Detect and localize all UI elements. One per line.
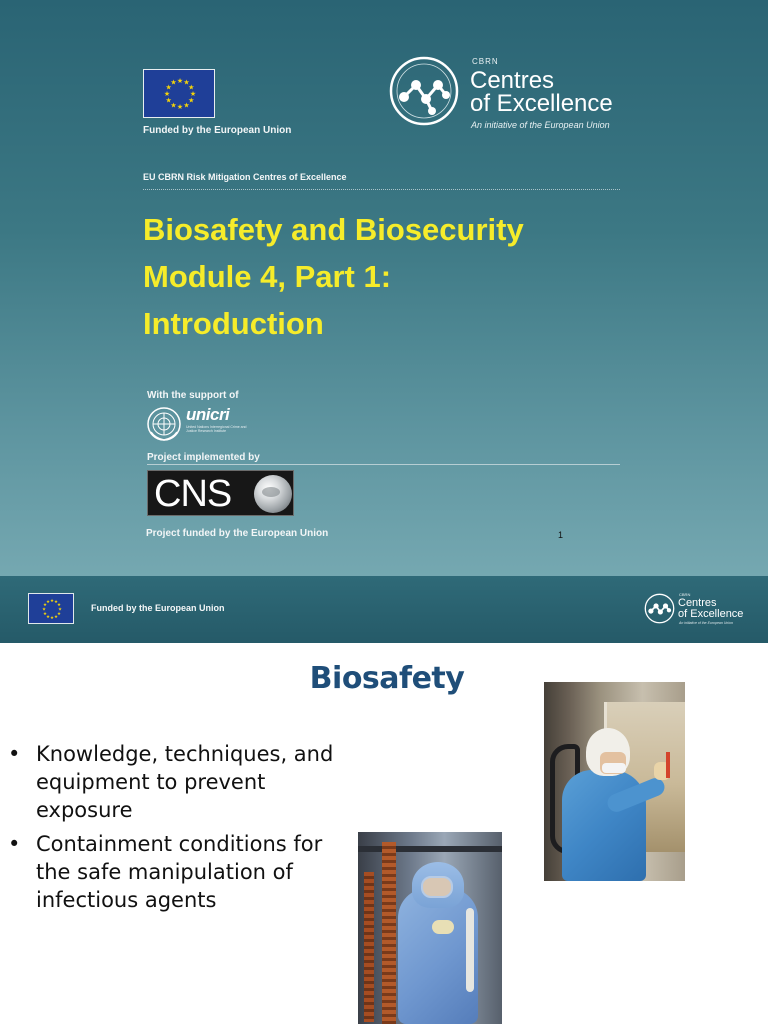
svg-text:★: ★ (49, 615, 55, 620)
divider (143, 189, 620, 190)
svg-text:★: ★ (57, 606, 63, 612)
divider (147, 464, 620, 465)
page-number: 1 (558, 530, 564, 540)
bullet-icon: • (8, 742, 21, 766)
support-label: With the support of (147, 390, 239, 401)
svg-text:★: ★ (188, 84, 195, 92)
coe-title-line1: Centres (470, 67, 555, 94)
funded-label: Project funded by the European Union (146, 528, 329, 539)
svg-text:★: ★ (53, 599, 59, 604)
banner-funded-label: Funded by the European Union (91, 603, 225, 613)
svg-text:★: ★ (53, 614, 59, 619)
banner-coe-line2: of Excellence (678, 608, 744, 620)
cns-globe-icon (254, 475, 292, 513)
svg-text:★: ★ (170, 79, 177, 87)
eu-flag-icon (28, 593, 74, 624)
slide-title (143, 206, 663, 347)
bullet-icon: • (8, 832, 21, 856)
coe-title-line2: of Excellence (470, 90, 613, 117)
svg-text:★: ★ (176, 104, 184, 111)
cns-logo-text: CNS (154, 473, 232, 515)
coe-cbrn-label: CBRN (472, 57, 499, 66)
banner-coe-tagline: An initiative of the European Union (679, 621, 733, 625)
slide-heading: Biosafety (309, 661, 465, 696)
eu-flag-icon (143, 69, 215, 118)
svg-text:★: ★ (45, 614, 51, 619)
slide-title-line: Module 4, Part 1: (143, 259, 392, 294)
program-name: EU CBRN Risk Mitigation Centres of Excellence (143, 172, 347, 182)
list-item-text: Containment conditions for the safe manipulation of infectious agents (36, 832, 323, 912)
svg-text:★: ★ (45, 599, 51, 604)
svg-text:★: ★ (189, 91, 197, 98)
eu-flag-caption: Funded by the European Union (143, 125, 292, 136)
banner-coe-line1: Centres (678, 597, 717, 609)
slide-title-line: Biosafety and Biosecurity (143, 212, 524, 247)
cns-logo (147, 470, 294, 516)
protective-suit-photo (358, 832, 502, 1024)
unicri-subtitle: United Nations Interregional Crime and Justice Research Institute (186, 425, 247, 433)
svg-text:★: ★ (165, 97, 172, 105)
svg-text:★: ★ (165, 84, 172, 92)
svg-text:★: ★ (163, 91, 171, 98)
list-item (8, 740, 353, 824)
svg-text:★: ★ (49, 598, 55, 603)
content-slide (0, 576, 768, 1024)
svg-text:★: ★ (188, 97, 195, 105)
svg-text:★: ★ (176, 78, 184, 85)
svg-text:★: ★ (56, 611, 62, 616)
unicri-logo-word: unicri (186, 405, 230, 424)
svg-text:★: ★ (183, 102, 190, 110)
svg-text:★: ★ (183, 79, 190, 87)
un-emblem-icon (146, 406, 182, 442)
coe-tagline: An initiative of the European Union (471, 120, 610, 130)
svg-text:★: ★ (42, 611, 48, 616)
svg-text:★: ★ (56, 602, 62, 607)
coe-network-icon (388, 55, 460, 127)
slide-banner (0, 576, 768, 643)
implemented-label: Project implemented by (147, 452, 260, 463)
svg-text:★: ★ (41, 606, 47, 612)
list-item-text: Knowledge, techniques, and equipment to prevent exposure (36, 742, 334, 822)
banner-cbrn-label: CBRN (679, 592, 691, 597)
bullet-list (8, 740, 353, 920)
lab-worker-photo (544, 682, 685, 881)
slide-title-line: Introduction (143, 306, 324, 341)
svg-text:★: ★ (170, 102, 177, 110)
svg-text:★: ★ (42, 602, 48, 607)
coe-network-icon (644, 593, 675, 624)
list-item (8, 830, 353, 914)
